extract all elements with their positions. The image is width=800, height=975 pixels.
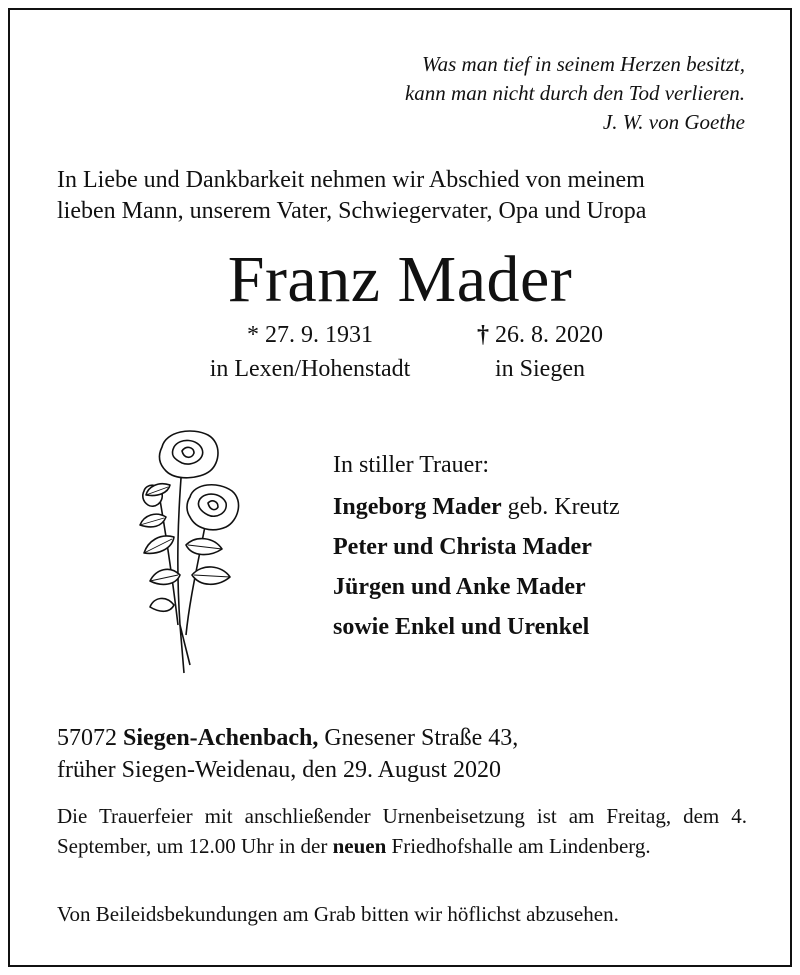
funeral-info	[57, 801, 747, 861]
intro-line-1: In Liebe und Dankbarkeit nehmen wir Abschied von meinem	[57, 167, 645, 193]
funeral-info-part-1: Die Trauerfeier mit anschließender Urnenbeisetzung ist am Freitag, dem 4. September, um 12.00 Uhr in der	[57, 804, 747, 858]
death-place: in Siegen	[495, 356, 585, 382]
birth-place: in Lexen/Hohenstadt	[209, 356, 411, 382]
cross-icon: †	[477, 322, 489, 348]
mourner-line-1	[333, 489, 620, 525]
address-city: Siegen-Achenbach,	[123, 725, 319, 751]
address-zip: 57072	[57, 725, 117, 751]
mourner-line-2: Peter und Christa Mader	[333, 534, 592, 560]
mourner-1-maiden-name: geb. Kreutz	[507, 494, 620, 520]
rose-illustration-icon	[130, 425, 250, 680]
mourner-line-4: sowie Enkel und Urenkel	[333, 614, 590, 640]
death-date-line	[455, 320, 625, 350]
mourner-1-name: Ingeborg Mader	[333, 494, 502, 520]
death-date: 26. 8. 2020	[495, 322, 603, 348]
intro-line-2: lieben Mann, unserem Vater, Schwiegervater, Opa und Uropa	[57, 198, 647, 224]
funeral-info-bold: neuen	[332, 834, 387, 858]
quote-line-1: Was man tief in seinem Herzen besitzt,	[422, 52, 745, 76]
mourners-heading: In stiller Trauer:	[333, 452, 489, 478]
funeral-info-part-2: Friedhofshalle am Lindenberg.	[391, 834, 651, 858]
birth-date: * 27. 9. 1931	[247, 322, 373, 348]
address-line-2: früher Siegen-Weidenau, den 29. August 2020	[57, 757, 501, 783]
condolence-note: Von Beileidsbekundungen am Grab bitten wir höflichst abzusehen.	[57, 902, 619, 926]
quote-line-2: kann man nicht durch den Tod verlieren.	[404, 81, 745, 105]
mourner-line-3: Jürgen und Anke Mader	[333, 574, 586, 600]
address-street: Gnesener Straße 43,	[324, 725, 519, 751]
deceased-name: Franz Mader	[227, 243, 573, 316]
address-line-1	[57, 723, 518, 753]
quote-author: J. W. von Goethe	[602, 110, 745, 134]
